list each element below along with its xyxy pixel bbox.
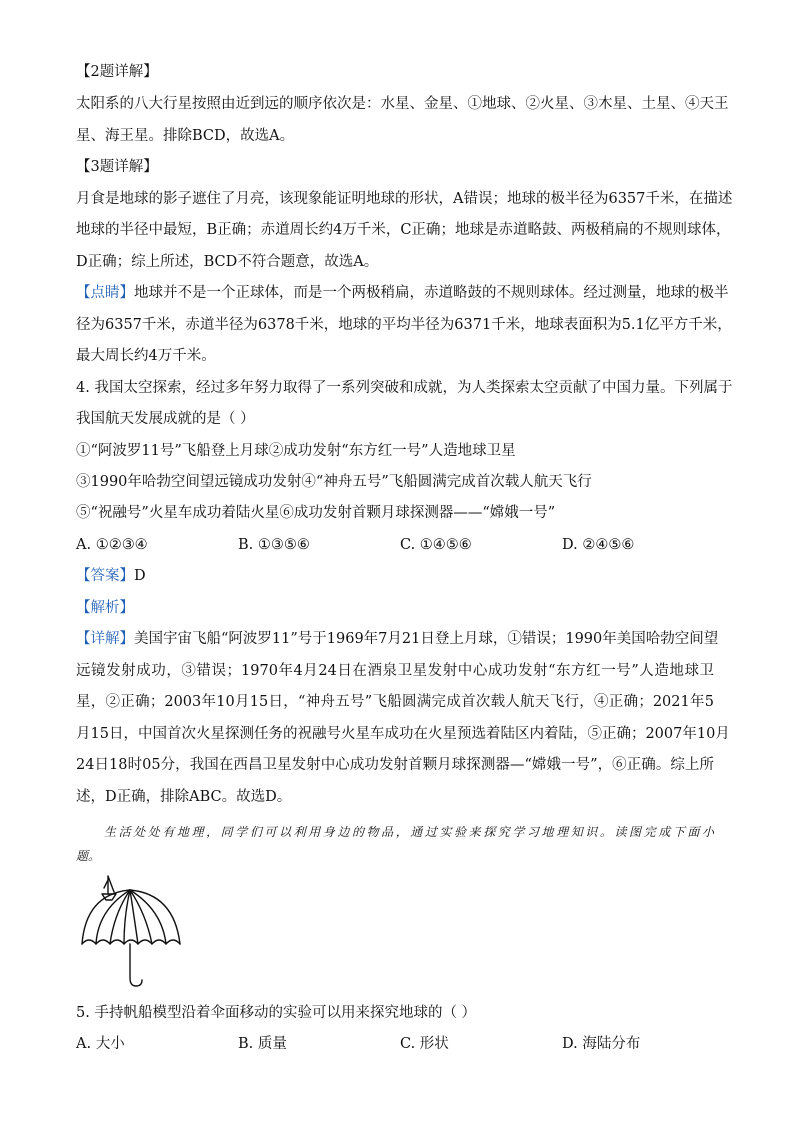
q3-detail-line: 地球的半径中最短，B正确；赤道周长约4万千米，C正确；地球是赤道略鼓、两极稍扁的不规则球体，	[76, 222, 731, 238]
q4-detail-line: 述，D正确，排除ABC。故选D。	[76, 789, 292, 805]
q2-detail-line: 星、海王星。排除BCD，故选A。	[76, 128, 295, 144]
material-intro: 题。	[76, 849, 101, 863]
q4-detail-line: 【详解】美国宇宙飞船“阿波罗11”号于1969年7月21日登上月球，①错误；1990年美国哈勃空间望	[76, 631, 719, 647]
q4-detail-line: 星，②正确；2003年10月15日，“神舟五号”飞船圆满完成首次载人航天飞行，④正确；2021年5	[76, 694, 714, 710]
q4-option-a: A. ①②③④	[76, 537, 148, 553]
answer-label: 【答案】	[76, 568, 134, 584]
q5-option-b: B. 质量	[238, 1036, 287, 1052]
q4-item: ③1990年哈勃空间望远镜成功发射④“神舟五号”飞船圆满完成首次载人航天飞行	[76, 474, 592, 490]
dianjing-line: 径为6357千米，赤道半径为6378千米，地球的平均半径为6371千米，地球表面积为5.1亿平方千米，	[76, 317, 732, 333]
umbrella-with-boat-illustration	[76, 870, 186, 990]
dianjing-line: 【点睛】地球并不是一个正球体，而是一个两极稍扁，赤道略鼓的不规则球体。经过测量，地球的极半	[76, 285, 729, 301]
q3-detail-line: D正确；综上所述，BCD不符合题意，故选A。	[76, 254, 379, 270]
detail-label: 【详解】	[76, 631, 134, 647]
q4-answer	[76, 566, 146, 586]
q4-option-d: D. ②④⑤⑥	[562, 537, 635, 553]
analysis-label: 【解析】	[76, 600, 134, 616]
q4-option-b: B. ①③⑤⑥	[238, 537, 310, 553]
q4-detail-line: 月15日，中国首次火星探测任务的祝融号火星车成功在火星预选着陆区内着陆，⑤正确；2007年10月	[76, 726, 730, 742]
answer-value: D	[134, 568, 146, 584]
q4-option-c: C. ①④⑤⑥	[400, 537, 472, 553]
q4-detail-line: 24日18时05分，我国在西昌卫星发射中心成功发射首颗月球探测器—“嫦娥一号”，⑥正确。综上所	[76, 757, 714, 773]
q3-detail-line: 月食是地球的影子遮住了月亮，该现象能证明地球的形状，A错误；地球的极半径为6357千米，在描述	[76, 191, 733, 207]
q4-detail-line: 远镜发射成功，③错误；1970年4月24日在酒泉卫星发射中心成功发射“东方红一号”人造地球卫	[76, 663, 714, 679]
q4-stem: 4. 我国太空探索，经过多年努力取得了一系列突破和成就，为人类探索太空贡献了中国力量。下列属于	[76, 380, 733, 396]
q3-detail-header: 【3题详解】	[76, 159, 158, 175]
material-intro: 生活处处有地理，同学们可以利用身边的物品，通过实验来探究学习地理知识。读图完成下面小	[104, 825, 714, 839]
q5-option-d: D. 海陆分布	[562, 1036, 641, 1052]
q5-option-c: C. 形状	[400, 1036, 449, 1052]
q5-option-a: A. 大小	[76, 1036, 125, 1052]
q4-stem: 我国航天发展成就的是（ ）	[76, 411, 255, 427]
q2-detail-line: 太阳系的八大行星按照由近到远的顺序依次是：水星、金星、①地球、②火星、③木星、土星、④天王	[76, 96, 729, 112]
q4-item: ①“阿波罗11号”飞船登上月球②成功发射“东方红一号”人造地球卫星	[76, 443, 516, 459]
q5-stem: 5. 手持帆船模型沿着伞面移动的实验可以用来探究地球的（ ）	[76, 1005, 477, 1021]
dianjing-line: 最大周长约4万千米。	[76, 348, 216, 364]
q2-detail-header: 【2题详解】	[76, 64, 158, 80]
q4-item: ⑤“祝融号”火星车成功着陆火星⑥成功发射首颗月球探测器——“嫦娥一号”	[76, 505, 556, 521]
dianjing-label: 【点睛】	[76, 285, 134, 301]
